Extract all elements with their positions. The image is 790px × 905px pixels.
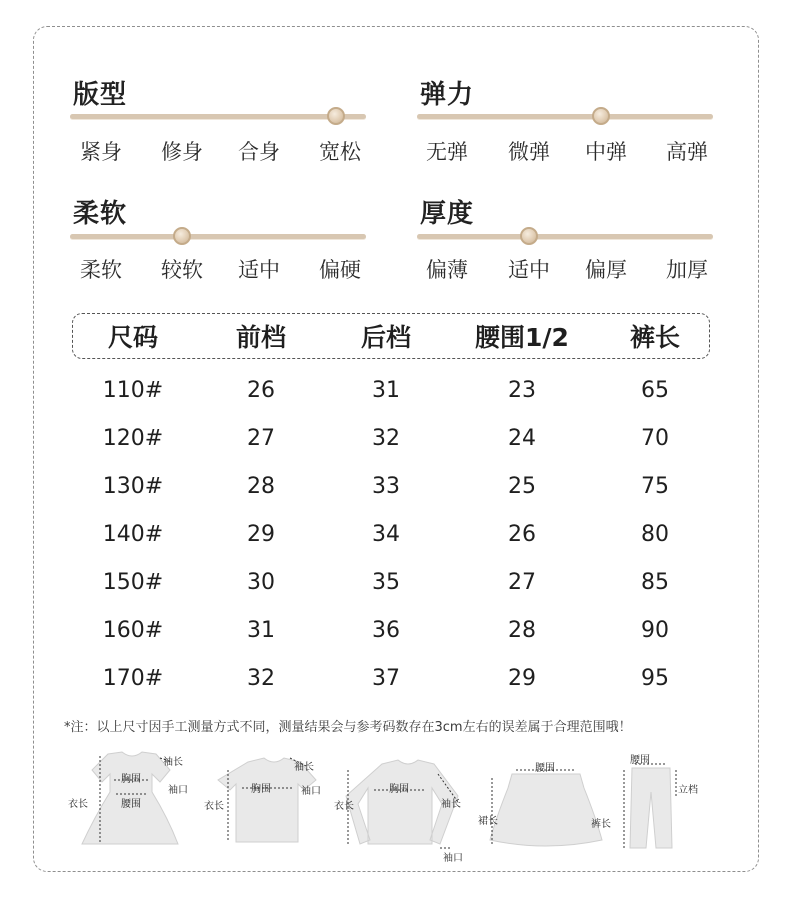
table-cell: 140# xyxy=(102,522,164,547)
option-label: 无弹 xyxy=(426,140,468,164)
table-cell: 24 xyxy=(508,426,536,451)
table-cell: 34 xyxy=(372,522,400,547)
table-cell: 29 xyxy=(508,666,536,691)
sweater-chest-label: 胸围 xyxy=(389,784,409,795)
sweater-sleeve-opening-label: 袖口 xyxy=(443,853,463,864)
header-size: 尺码 xyxy=(107,323,158,352)
table-cell: 23 xyxy=(508,378,536,403)
option-label: 偏薄 xyxy=(426,258,468,282)
option-label: 偏硬 xyxy=(319,258,361,282)
table-cell: 31 xyxy=(247,618,275,643)
table-cell: 32 xyxy=(372,426,400,451)
dress-sleeve-opening-label: 袖口 xyxy=(168,785,188,796)
table-cell: 170# xyxy=(102,666,164,691)
table-cell: 33 xyxy=(372,474,400,499)
table-cell: 65 xyxy=(641,378,669,403)
table-cell: 35 xyxy=(372,570,400,595)
header-half-waist: 腰围1/2 xyxy=(475,323,569,352)
pants-length-label: 裤长 xyxy=(591,819,611,830)
softness-slider xyxy=(70,234,366,239)
garment-diagrams xyxy=(60,748,740,868)
table-cell: 31 xyxy=(372,378,400,403)
dress-sleeve-length-label: 袖长 xyxy=(163,757,183,768)
header-front-rise: 前档 xyxy=(235,323,286,352)
sweater-sleeve-length-label: 袖长 xyxy=(441,799,461,810)
tshirt-chest-label: 胸围 xyxy=(251,784,271,795)
elasticity-slider xyxy=(417,114,713,119)
option-label: 高弹 xyxy=(666,140,708,164)
table-cell: 75 xyxy=(641,474,669,499)
table-cell: 30 xyxy=(247,570,275,595)
option-label: 适中 xyxy=(238,258,280,282)
option-label: 宽松 xyxy=(319,140,361,164)
table-cell: 120# xyxy=(102,426,164,451)
table-cell: 27 xyxy=(247,426,275,451)
pants-icon xyxy=(630,768,672,848)
table-cell: 110# xyxy=(102,378,164,403)
table-cell: 95 xyxy=(641,666,669,691)
dress-length-label: 衣长 xyxy=(68,799,88,810)
pants-waist-label: 腰围 xyxy=(630,755,650,766)
table-cell: 26 xyxy=(247,378,275,403)
table-cell: 25 xyxy=(508,474,536,499)
option-label: 较软 xyxy=(161,258,203,282)
measurement-note: *注：以上尺寸因手工测量方式不同，测量结果会与参考码数存在3cm左右的误差属于合理范围哦！ xyxy=(64,720,632,735)
option-label: 微弹 xyxy=(508,140,550,164)
table-cell: 28 xyxy=(508,618,536,643)
option-label: 加厚 xyxy=(666,258,708,282)
skirt-length-label: 裙长 xyxy=(478,816,498,827)
tshirt-sleeve-opening-label: 袖口 xyxy=(301,786,321,797)
tshirt-length-label: 衣长 xyxy=(204,801,224,812)
table-cell: 70 xyxy=(641,426,669,451)
table-cell: 85 xyxy=(641,570,669,595)
tshirt-sleeve-length-label: 袖长 xyxy=(294,762,314,773)
pants-rise-label: 立档 xyxy=(678,785,698,796)
attribute-title: 厚度 xyxy=(420,199,475,229)
option-label: 中弹 xyxy=(585,140,627,164)
skirt-waist-label: 腰围 xyxy=(535,763,555,774)
option-label: 适中 xyxy=(508,258,550,282)
table-cell: 130# xyxy=(102,474,164,499)
header-back-rise: 后档 xyxy=(360,323,411,352)
table-cell: 80 xyxy=(641,522,669,547)
fit-slider xyxy=(70,114,366,119)
table-cell: 36 xyxy=(372,618,400,643)
elasticity-slider-knob xyxy=(592,107,610,125)
thickness-slider xyxy=(417,234,713,239)
table-cell: 160# xyxy=(102,618,164,643)
sweater-length-label: 衣长 xyxy=(334,801,354,812)
table-cell: 90 xyxy=(641,618,669,643)
table-cell: 29 xyxy=(247,522,275,547)
option-label: 紧身 xyxy=(80,140,122,164)
attribute-title: 版型 xyxy=(73,80,128,110)
dress-chest-label: 胸围 xyxy=(121,774,141,785)
table-cell: 32 xyxy=(247,666,275,691)
header-length: 裤长 xyxy=(629,323,680,352)
option-label: 修身 xyxy=(161,140,203,164)
option-label: 偏厚 xyxy=(585,258,627,282)
option-label: 柔软 xyxy=(80,258,122,282)
table-cell: 150# xyxy=(102,570,164,595)
table-cell: 27 xyxy=(508,570,536,595)
dress-waist-label: 腰围 xyxy=(121,799,141,810)
attribute-title: 柔软 xyxy=(73,199,128,229)
table-cell: 26 xyxy=(508,522,536,547)
table-cell: 37 xyxy=(372,666,400,691)
option-label: 合身 xyxy=(238,140,280,164)
skirt-icon xyxy=(490,774,602,846)
table-cell: 28 xyxy=(247,474,275,499)
attribute-title: 弹力 xyxy=(420,80,475,110)
